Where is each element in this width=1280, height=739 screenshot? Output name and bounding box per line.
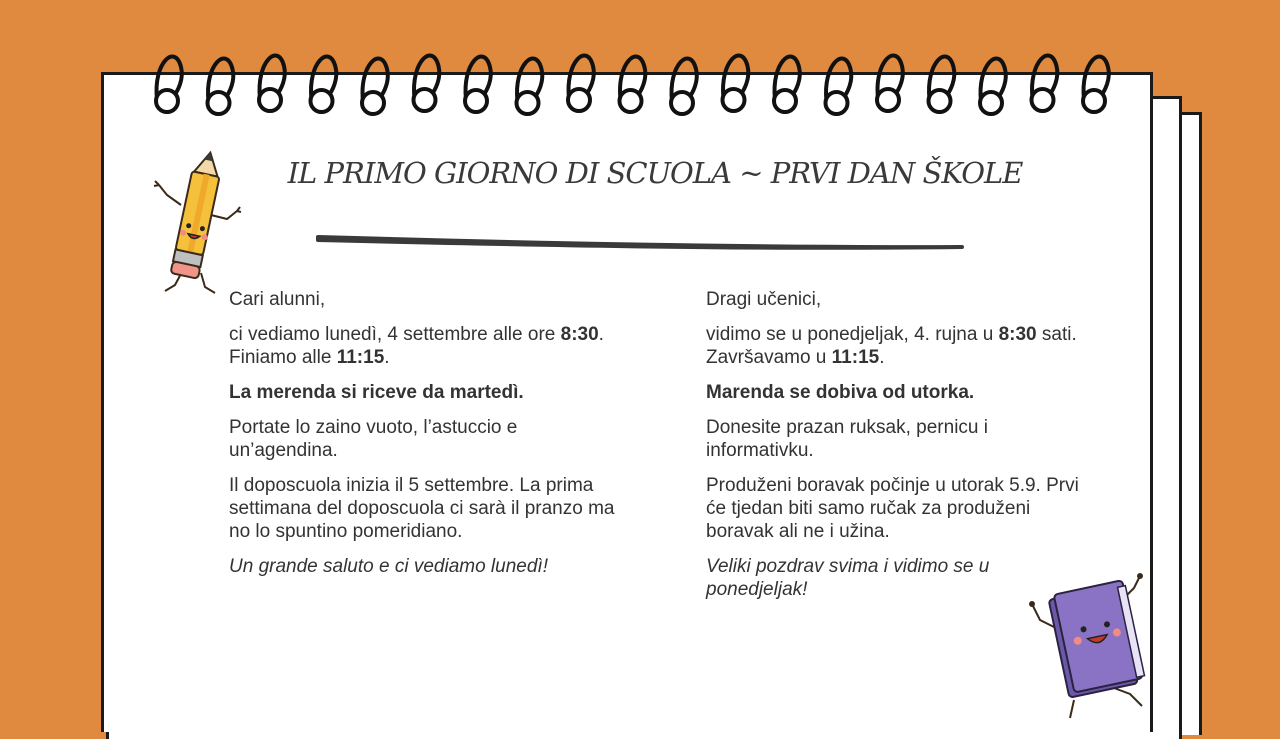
spiral-hole: [362, 92, 384, 114]
spiral-hole: [980, 92, 1002, 114]
croatian-letter: [706, 288, 1086, 613]
spiral-hole: [1083, 90, 1105, 112]
afterschool-note: Il doposcuola inizia il 5 settembre. La prima settimana del doposcuola ci sarà il pranzo ma no lo spuntino pomeridiano.: [229, 475, 615, 542]
start-time: 8:30: [998, 324, 1037, 345]
greeting: Dragi učenici,: [706, 289, 822, 310]
spiral-hole: [465, 90, 487, 112]
spiral-hole: [311, 90, 333, 112]
afterschool-note: Produženi boravak počinje u utorak 5.9. Prvi će tjedan biti samo ručak za produženi boravak ali ne i užina.: [706, 475, 1079, 542]
spiral-hole: [620, 90, 642, 112]
spiral-binding-icon: [0, 0, 1280, 140]
spiral-hole: [156, 90, 178, 112]
spiral-hole: [517, 92, 539, 114]
spiral-hole: [826, 92, 848, 114]
book-mascot-icon: [1022, 570, 1152, 720]
snack-note: La merenda si riceve da martedì.: [229, 382, 524, 403]
spiral-hole: [259, 89, 281, 111]
spiral-hole: [568, 89, 590, 111]
spiral-hole: [1032, 89, 1054, 111]
end-time: 11:15: [831, 347, 880, 368]
greeting: Cari alunni,: [229, 289, 326, 310]
spiral-hole: [671, 92, 693, 114]
spiral-hole: [723, 89, 745, 111]
snack-note: Marenda se dobiva od utorka.: [706, 382, 975, 403]
start-info: vidimo se u ponedjeljak, 4. rujna u 8:30 sati. Završavamo u 11:15.: [706, 324, 1077, 368]
spiral-hole: [208, 92, 230, 114]
pencil-mascot-icon: [145, 145, 245, 300]
italian-letter: [229, 288, 629, 590]
end-time: 11:15: [336, 347, 385, 368]
closing-line: Un grande saluto e ci vediamo lunedì!: [229, 556, 548, 577]
spiral-hole: [929, 90, 951, 112]
page-title: IL PRIMO GIORNO DI SCUOLA ~ PRVI DAN ŠKOLE: [287, 156, 1023, 190]
title-underline: [310, 228, 970, 258]
supplies-note: Donesite prazan ruksak, pernicu i informativku.: [706, 417, 988, 461]
closing-line: Veliki pozdrav svima i vidimo se u ponedjeljak!: [706, 556, 990, 600]
start-info: ci vediamo lunedì, 4 settembre alle ore 8:30. Finiamo alle 11:15.: [229, 324, 604, 368]
spiral-hole: [414, 89, 436, 111]
start-time: 8:30: [560, 324, 599, 345]
supplies-note: Portate lo zaino vuoto, l’astuccio e un’agendina.: [229, 417, 518, 461]
spiral-hole: [877, 89, 899, 111]
spiral-hole: [774, 90, 796, 112]
